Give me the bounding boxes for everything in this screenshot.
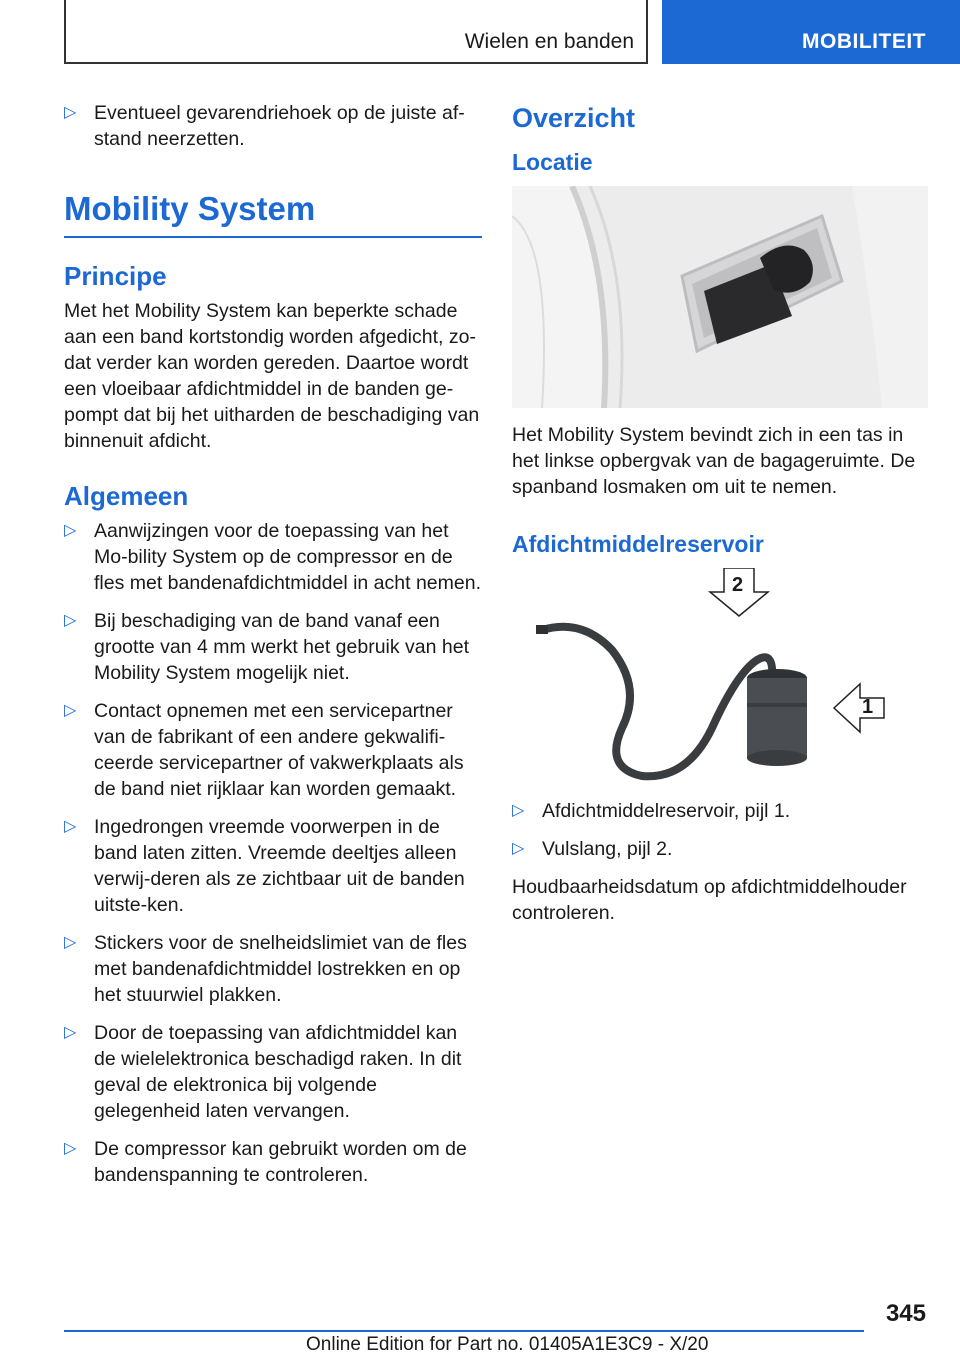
list-item xyxy=(64,518,482,596)
triangle-bullet-icon: ▷ xyxy=(64,818,77,835)
triangle-bullet-icon: ▷ xyxy=(64,522,77,539)
list-item-text: Bij beschadiging van de band vanaf een grootte van 4 mm werkt het gebruik van het Mobility System mogelijk niet. xyxy=(94,610,470,684)
list-item xyxy=(64,1020,482,1124)
list-item xyxy=(512,836,928,862)
triangle-bullet-icon: ▷ xyxy=(64,1024,77,1041)
sealant-reservoir-diagram xyxy=(512,568,928,784)
overzicht-heading: Overzicht xyxy=(512,103,636,133)
list-item xyxy=(64,608,482,686)
list-item-text: Ingedrongen vreemde voorwerpen in de band laten zitten. Vreemde deeltjes alleen verwij-deren als ze zichtbaar uit de banden uitste-ken. xyxy=(94,816,465,916)
triangle-bullet-icon: ▷ xyxy=(64,702,77,719)
page-number: 345 xyxy=(885,1300,926,1327)
header-chapter-tab xyxy=(662,0,960,64)
header-chapter-title: MOBILITEIT xyxy=(802,30,926,53)
arrow-label-2: 2 xyxy=(732,574,744,596)
footer-rule xyxy=(64,1330,864,1332)
triangle-bullet-icon: ▷ xyxy=(64,612,77,629)
triangle-bullet-icon: ▷ xyxy=(512,802,525,819)
list-item-text: Stickers voor de snelheidslimiet van de fles met bandenafdichtmiddel lostrekken en op het stuurwiel plakken. xyxy=(94,932,467,1006)
locatie-text: Het Mobility System bevindt zich in een tas in het linkse opbergvak van de bagageruimte. De spanband losmaken om uit te nemen. xyxy=(512,424,916,498)
locatie-heading: Locatie xyxy=(512,149,593,175)
list-item-text: Vulslang, pijl 2. xyxy=(542,838,673,860)
principe-text: Met het Mobility System kan beperkte schade aan een band kortstondig worden afgedicht, zo-dat verder kan worden gereden. Daartoe wordt een vloeibaar afdichtmiddel in de banden ge-pompt dat bij het uitharden de beschadiging van binnenuit afdicht. xyxy=(64,300,480,452)
header-section-title: Wielen en banden xyxy=(464,30,634,53)
list-item xyxy=(64,698,482,802)
left-column xyxy=(64,100,482,1200)
trunk-compartment-photo xyxy=(512,186,928,408)
list-item-text: De compressor kan gebruikt worden om de bandenspanning te controleren. xyxy=(94,1138,467,1186)
triangle-bullet-icon: ▷ xyxy=(64,934,77,951)
list-item-text: Afdichtmiddelreservoir, pijl 1. xyxy=(542,800,791,822)
triangle-bullet-icon: ▷ xyxy=(64,1140,77,1157)
closing-text: Houdbaarheidsdatum op afdichtmiddelhouder controleren. xyxy=(512,876,907,924)
list-item-text: Eventueel gevarendriehoek op de juiste af-stand neerzetten. xyxy=(94,102,465,150)
list-item xyxy=(64,930,482,1008)
triangle-bullet-icon: ▷ xyxy=(512,840,525,857)
section-title: Mobility System xyxy=(64,188,482,238)
list-item xyxy=(64,1136,482,1188)
reservoir-heading: Afdichtmiddelreservoir xyxy=(512,531,764,557)
right-column xyxy=(512,100,928,938)
footer-edition-text: Online Edition for Part no. 01405A1E3C9 - X/20 xyxy=(306,1334,709,1355)
list-item xyxy=(64,100,482,152)
list-item xyxy=(64,814,482,918)
header-section-box xyxy=(64,0,648,64)
list-item xyxy=(512,798,928,824)
list-item-text: Aanwijzingen voor de toepassing van het Mo-bility System op de compressor en de fles met bandenafdichtmiddel in acht nemen. xyxy=(94,520,481,594)
algemeen-heading: Algemeen xyxy=(64,481,189,511)
arrow-label-1: 1 xyxy=(862,696,874,718)
triangle-bullet-icon: ▷ xyxy=(64,104,77,121)
list-item-text: Contact opnemen met een servicepartner van de fabrikant of een andere gekwalifi-ceerde servicepartner of vakwerkplaats als de band niet rijklaar kan worden gemaakt. xyxy=(94,700,464,800)
list-item-text: Door de toepassing van afdichtmiddel kan de wielelektronica beschadigd raken. In dit geval de elektronica bij volgende gelegenheid laten vervangen. xyxy=(94,1022,462,1122)
principe-heading: Principe xyxy=(64,261,167,291)
sealant-reservoir-illustration xyxy=(512,568,928,784)
trunk-compartment-illustration xyxy=(512,186,928,408)
